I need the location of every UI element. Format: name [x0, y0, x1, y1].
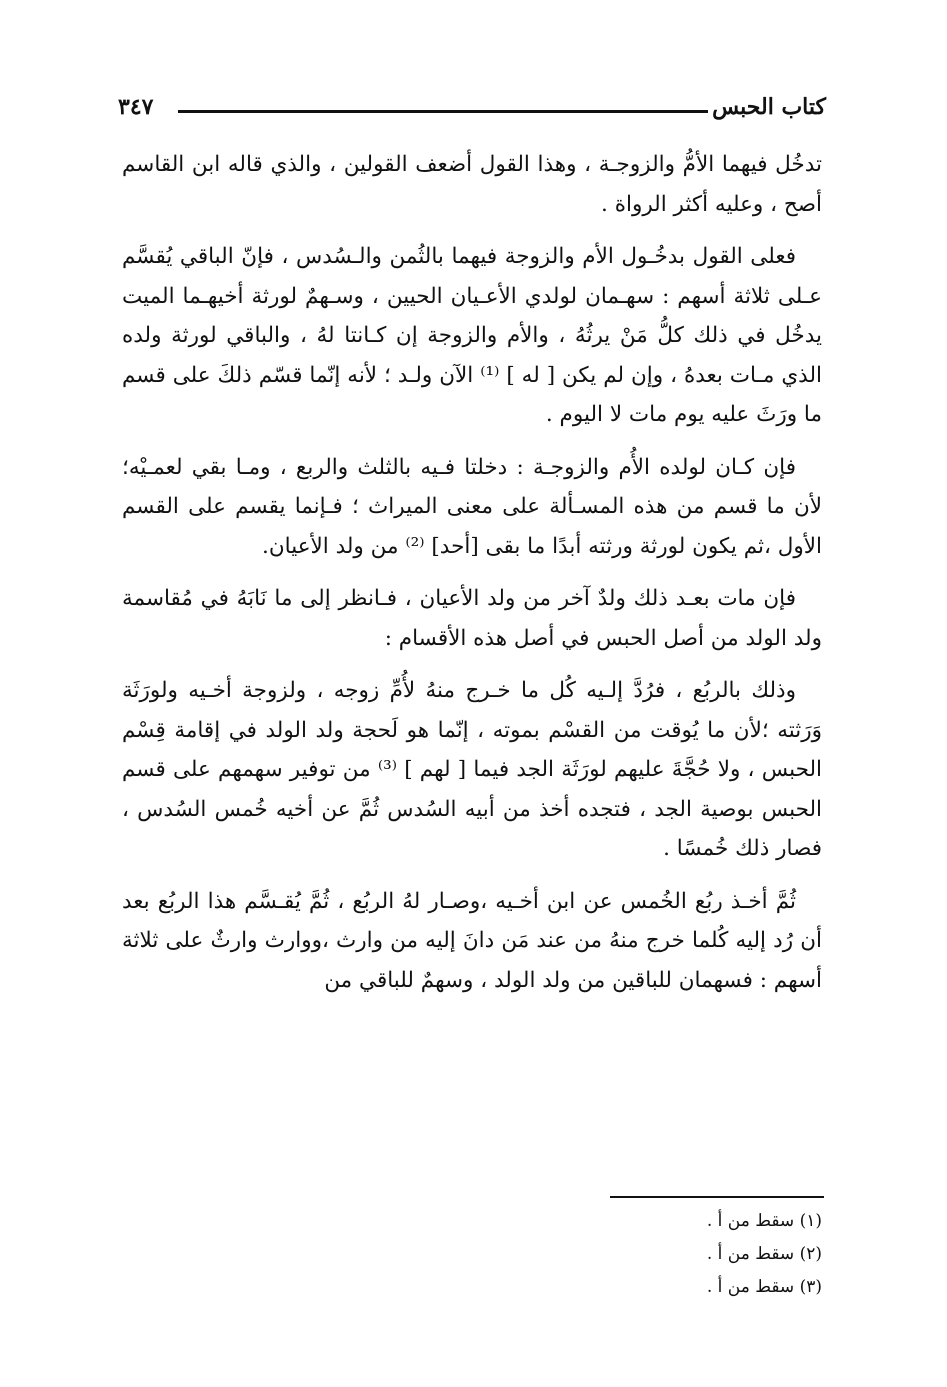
footnote-separator — [610, 1196, 824, 1198]
paragraph-1: تدخُل فيهما الأمُّ والزوجـة ، وهذا القول أضعف القولين ، والذي قاله ابن القاسم أصح ، وعليه أكثر الرواة . — [122, 152, 822, 217]
footnote-1: (١) سقط من أ . — [706, 1211, 822, 1231]
page-number: ٣٤٧ — [118, 94, 154, 120]
paragraph-4: فإن مات بعـد ذلك ولدٌ آخر من ولد الأعيان ، فـانظر إلى ما نَابَهُ في مُقاسمة ولد الولد من أصل الحبس في أصل هذه الأقسام : — [122, 586, 822, 651]
paragraph-6: ثُمَّ أخـذ ربُع الخُمس عن ابن أخـيه ،وصـار لهُ الربُع ، ثُمَّ يُقـسَّم هذا الربُع بعد أن رُد إليه كُلما خرج منهُ من عند مَن دانَ إليه من وارث ،ووارث وارثٌ على ثلاثة أسهم : فسهمان للباقين من ولد الولد ، وسهمٌ للباقي من — [122, 888, 822, 993]
footnote-2: (٢) سقط من أ . — [706, 1244, 822, 1264]
running-header — [118, 90, 826, 130]
paragraph-5: وذلك بالربُع ، فرُدَّ إلـيه كُل ما خـرج منهُ لأُمِّ زوجه ، ولزوجة أخـيه ولورَثَة وَرَثته ؛لأن ما يُوقت من القسْم بموته ، إنّما هو لَحجة ولد الولد في إقامة قِسْم الحبس ، ولا حُجَّةَ عليهم لورَثَة الجد فيما [ لهم ] ⁽³⁾ من توفير سهمهم على قسم الحبس بوصية الجد ، فتجده أخذ من أبيه السُدس ثُمَّ عن أخيه خُمس السُدس ، فصار ذلك خُمسًا . — [122, 678, 822, 861]
paragraph-2: فعلى القول بدخُـول الأم والزوجة فيهما بالثُمن والـسُدس ، فإنّ الباقي يُقسَّم عـلى ثلاثة أسهم : سهـمان لولدي الأعـيان الحيين ، وسـهمٌ لورثة أخيهـما الميت يدخُل في ذلك كلُّ مَنْ يرثُهُ ، والأم والزوجة إن كـانتا لهُ ، والباقي لورثة ولده الذي مـات بعدهُ ، وإن لم يكن [ له ] ⁽¹⁾ الآن ولـد ؛ لأنه إنّما قسّم ذلكَ على قسم ما ورَثَ عليه يوم مات لا اليوم . — [122, 244, 822, 427]
paragraph-3: فإن كـان لولده الأُم والزوجـة : دخلتا فـيه بالثلث والربع ، ومـا بقي لعمـيْه؛ لأن ما قسم من هذه المسـألة على معنى الميراث ؛ فـإنما يقسم على القسم الأول ،ثم يكون لورثة ورثته أبدًا ما بقى [أحد] ⁽²⁾ من ولد الأعيان. — [122, 454, 822, 559]
footnote-3: (٣) سقط من أ . — [706, 1277, 822, 1297]
header-rule — [178, 110, 708, 113]
running-title: كتاب الحبس — [712, 94, 826, 120]
main-text — [122, 145, 822, 1013]
footnotes — [500, 1205, 822, 1304]
